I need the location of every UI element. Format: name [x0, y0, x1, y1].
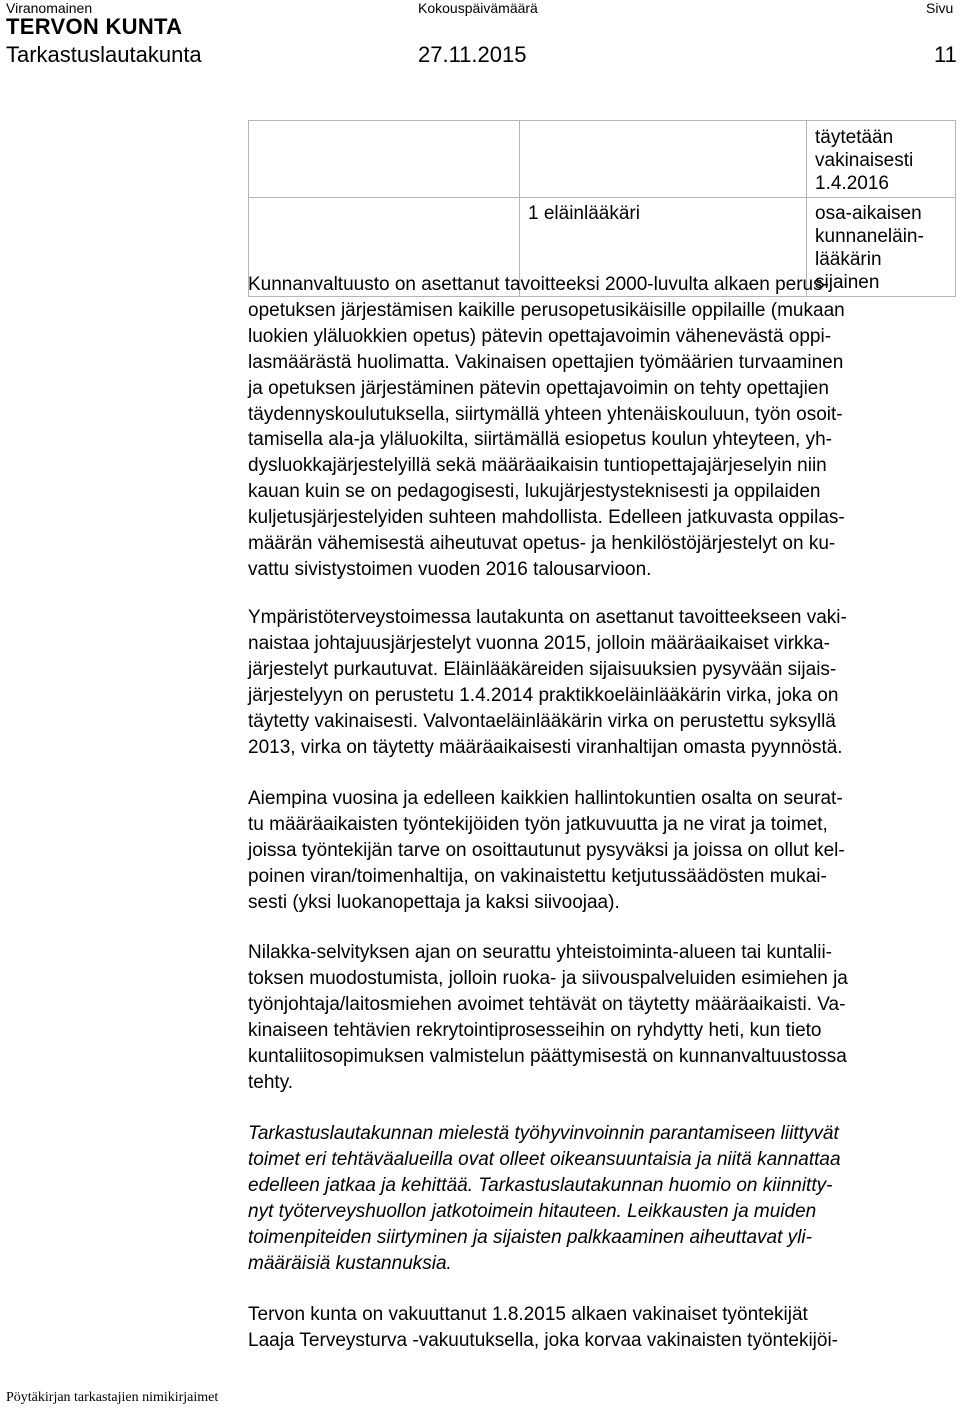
- cell-line: 1.4.2016: [815, 173, 889, 194]
- text-line: luokien yläluokkien opetus) pätevin opettajavoimin vähenevästä oppi-: [248, 325, 832, 347]
- paragraph-nilakka: [248, 940, 960, 1095]
- text-line: työnjohtaja/laitosmiehen avoimet tehtävät on täytetty määräaikaisti. Va-: [248, 993, 846, 1015]
- cell-line: lääkärin sijainen: [815, 249, 882, 293]
- text-line: kinaiseen tehtävien rekrytointiprosesseihin on ryhdytty heti, kun tieto: [248, 1019, 822, 1041]
- meeting-date: 27.11.2015: [418, 42, 527, 67]
- text-line: Tarkastuslautakunnan mielestä työhyvinvoinnin parantamiseen liittyvät: [248, 1123, 839, 1144]
- text-line: järjestelyyn on perustetu 1.4.2014 praktikkoeläinlääkärin virka, joka on: [248, 684, 839, 706]
- text-line: 2013, virka on täytetty määräaikaisesti viranhaltijan omasta pyynnöstä.: [248, 736, 843, 758]
- text-line: Aiempina vuosina ja edelleen kaikkien hallintokuntien osalta on seurat-: [248, 788, 843, 809]
- cell-line: osa-aikaisen kunnaneläin-: [815, 203, 924, 247]
- text-line: ja opetuksen järjestäminen pätevin opettajavoimin on tehty opettajien: [248, 377, 829, 399]
- text-line: kauan kuin se on pedagogisesti, lukujärjestysteknisesti ja oppilaiden: [248, 481, 821, 503]
- text-line: toimet eri tehtäväalueilla ovat olleet oikeansuuntaisia ja niitä kannattaa: [248, 1148, 841, 1170]
- text-line: määrän vähemisestä aiheutuvat opetus- ja henkilöstöjärjestelyt on ku-: [248, 533, 836, 555]
- positions-table: [248, 120, 956, 297]
- table-cell: [807, 121, 956, 198]
- text-line: poinen viran/toimenhaltija, on vakinaistettu ketjutussäädösten mukai-: [248, 865, 827, 887]
- text-line: dysluokkajärjestelyillä sekä määräaikaisin tuntiopettajajärjeselyin niin: [248, 455, 827, 477]
- text-line: järjestelyt purkautuvat. Eläinlääkäreiden sijaisuuksien pysyvään sijais-: [248, 658, 837, 680]
- header-label-authority: Viranomainen: [6, 0, 93, 16]
- text-line: Kunnanvaltuusto on asettanut tavoitteeksi 2000-luvulta alkaen perus-: [248, 274, 829, 295]
- page-number: 11: [934, 42, 957, 67]
- footer-signatures-label: Pöytäkirjan tarkastajien nimikirjaimet: [6, 1390, 219, 1405]
- table-cell-position: 1 eläinlääkäri: [520, 198, 807, 297]
- header-label-meeting-date: Kokouspäivämäärä: [418, 0, 538, 16]
- paragraph-insurance: [248, 1302, 960, 1354]
- text-line: täytetty vakinaisesti. Valvontaeläinlääkärin virka on perustettu syksyllä: [248, 710, 836, 732]
- table-cell: [520, 121, 807, 198]
- cell-line: täytetään vakinaisesti: [815, 127, 914, 171]
- organization-name: TERVON KUNTA: [6, 14, 183, 39]
- text-line: tamisella ala-ja yläluokilta, siirtämällä esiopetus koulun yhteyteen, yh-: [248, 429, 833, 451]
- text-line: kuntaliitosopimuksen valmistelun päättymisestä on kunnanvaltuustossa: [248, 1045, 847, 1067]
- text-line: Laaja Terveysturva -vakuutuksella, joka korvaa vakinaisten työntekijöi-: [248, 1329, 839, 1351]
- table-row: [249, 121, 956, 198]
- text-line: tehty.: [248, 1071, 294, 1093]
- text-line: määräisiä kustannuksia.: [248, 1252, 452, 1274]
- text-line: toimenpiteiden siirtyminen ja sijaisten palkkaaminen aiheuttavat yli-: [248, 1226, 812, 1248]
- text-line: täydennyskoulutuksella, siirtymällä yhteen yhtenäiskouluun, työn osoit-: [248, 403, 843, 425]
- text-line: opetuksen järjestämisen kaikille perusopetusikäisille oppilaille (mukaan: [248, 299, 845, 321]
- text-line: toksen muodostumista, jolloin ruoka- ja siivouspalveluiden esimiehen ja: [248, 967, 848, 989]
- table-cell: [249, 121, 520, 198]
- text-line: joissa työntekijän tarve on osoittautunut pysyväksi ja joissa on ollut kel-: [248, 839, 845, 861]
- header-label-page: Sivu: [926, 0, 954, 16]
- text-line: sesti (yksi luokanopettaja ja kaksi siivoojaa).: [248, 891, 620, 913]
- paragraph-board-opinion: [248, 1121, 960, 1276]
- text-line: edelleen jatkaa ja kehittää. Tarkastuslautakunnan huomio on kiinnitty-: [248, 1174, 833, 1196]
- text-line: vattu sivistystoimen vuoden 2016 talousarvioon.: [248, 558, 652, 580]
- paragraph-education: [248, 272, 960, 583]
- text-line: tu määräaikaisten työntekijöiden työn jatkuvuutta ja ne virat ja toimet,: [248, 813, 828, 835]
- text-line: Ympäristöterveystoimessa lautakunta on asettanut tavoitteekseen vaki-: [248, 607, 847, 628]
- text-line: Nilakka-selvityksen ajan on seurattu yhteistoiminta-alueen tai kuntalii-: [248, 942, 833, 963]
- paragraph-fixed-term: [248, 786, 960, 916]
- text-line: kuljetusjärjestelyiden suhteen mahdollista. Edelleen jatkuvasta oppilas-: [248, 507, 845, 529]
- board-name: Tarkastuslautakunta: [6, 42, 202, 67]
- paragraph-environmental-health: [248, 605, 960, 760]
- text-line: Tervon kunta on vakuuttanut 1.8.2015 alkaen vakinaiset työntekijät: [248, 1304, 808, 1325]
- text-line: lasmäärästä huolimatta. Vakinaisen opettajien työmäärien turvaaminen: [248, 351, 844, 373]
- text-line: naistaa johtajuusjärjestelyt vuonna 2015, jolloin määräaikaiset virkka-: [248, 632, 830, 654]
- text-line: nyt työterveyshuollon jatkotoimein hitauteen. Leikkausten ja muiden: [248, 1200, 817, 1222]
